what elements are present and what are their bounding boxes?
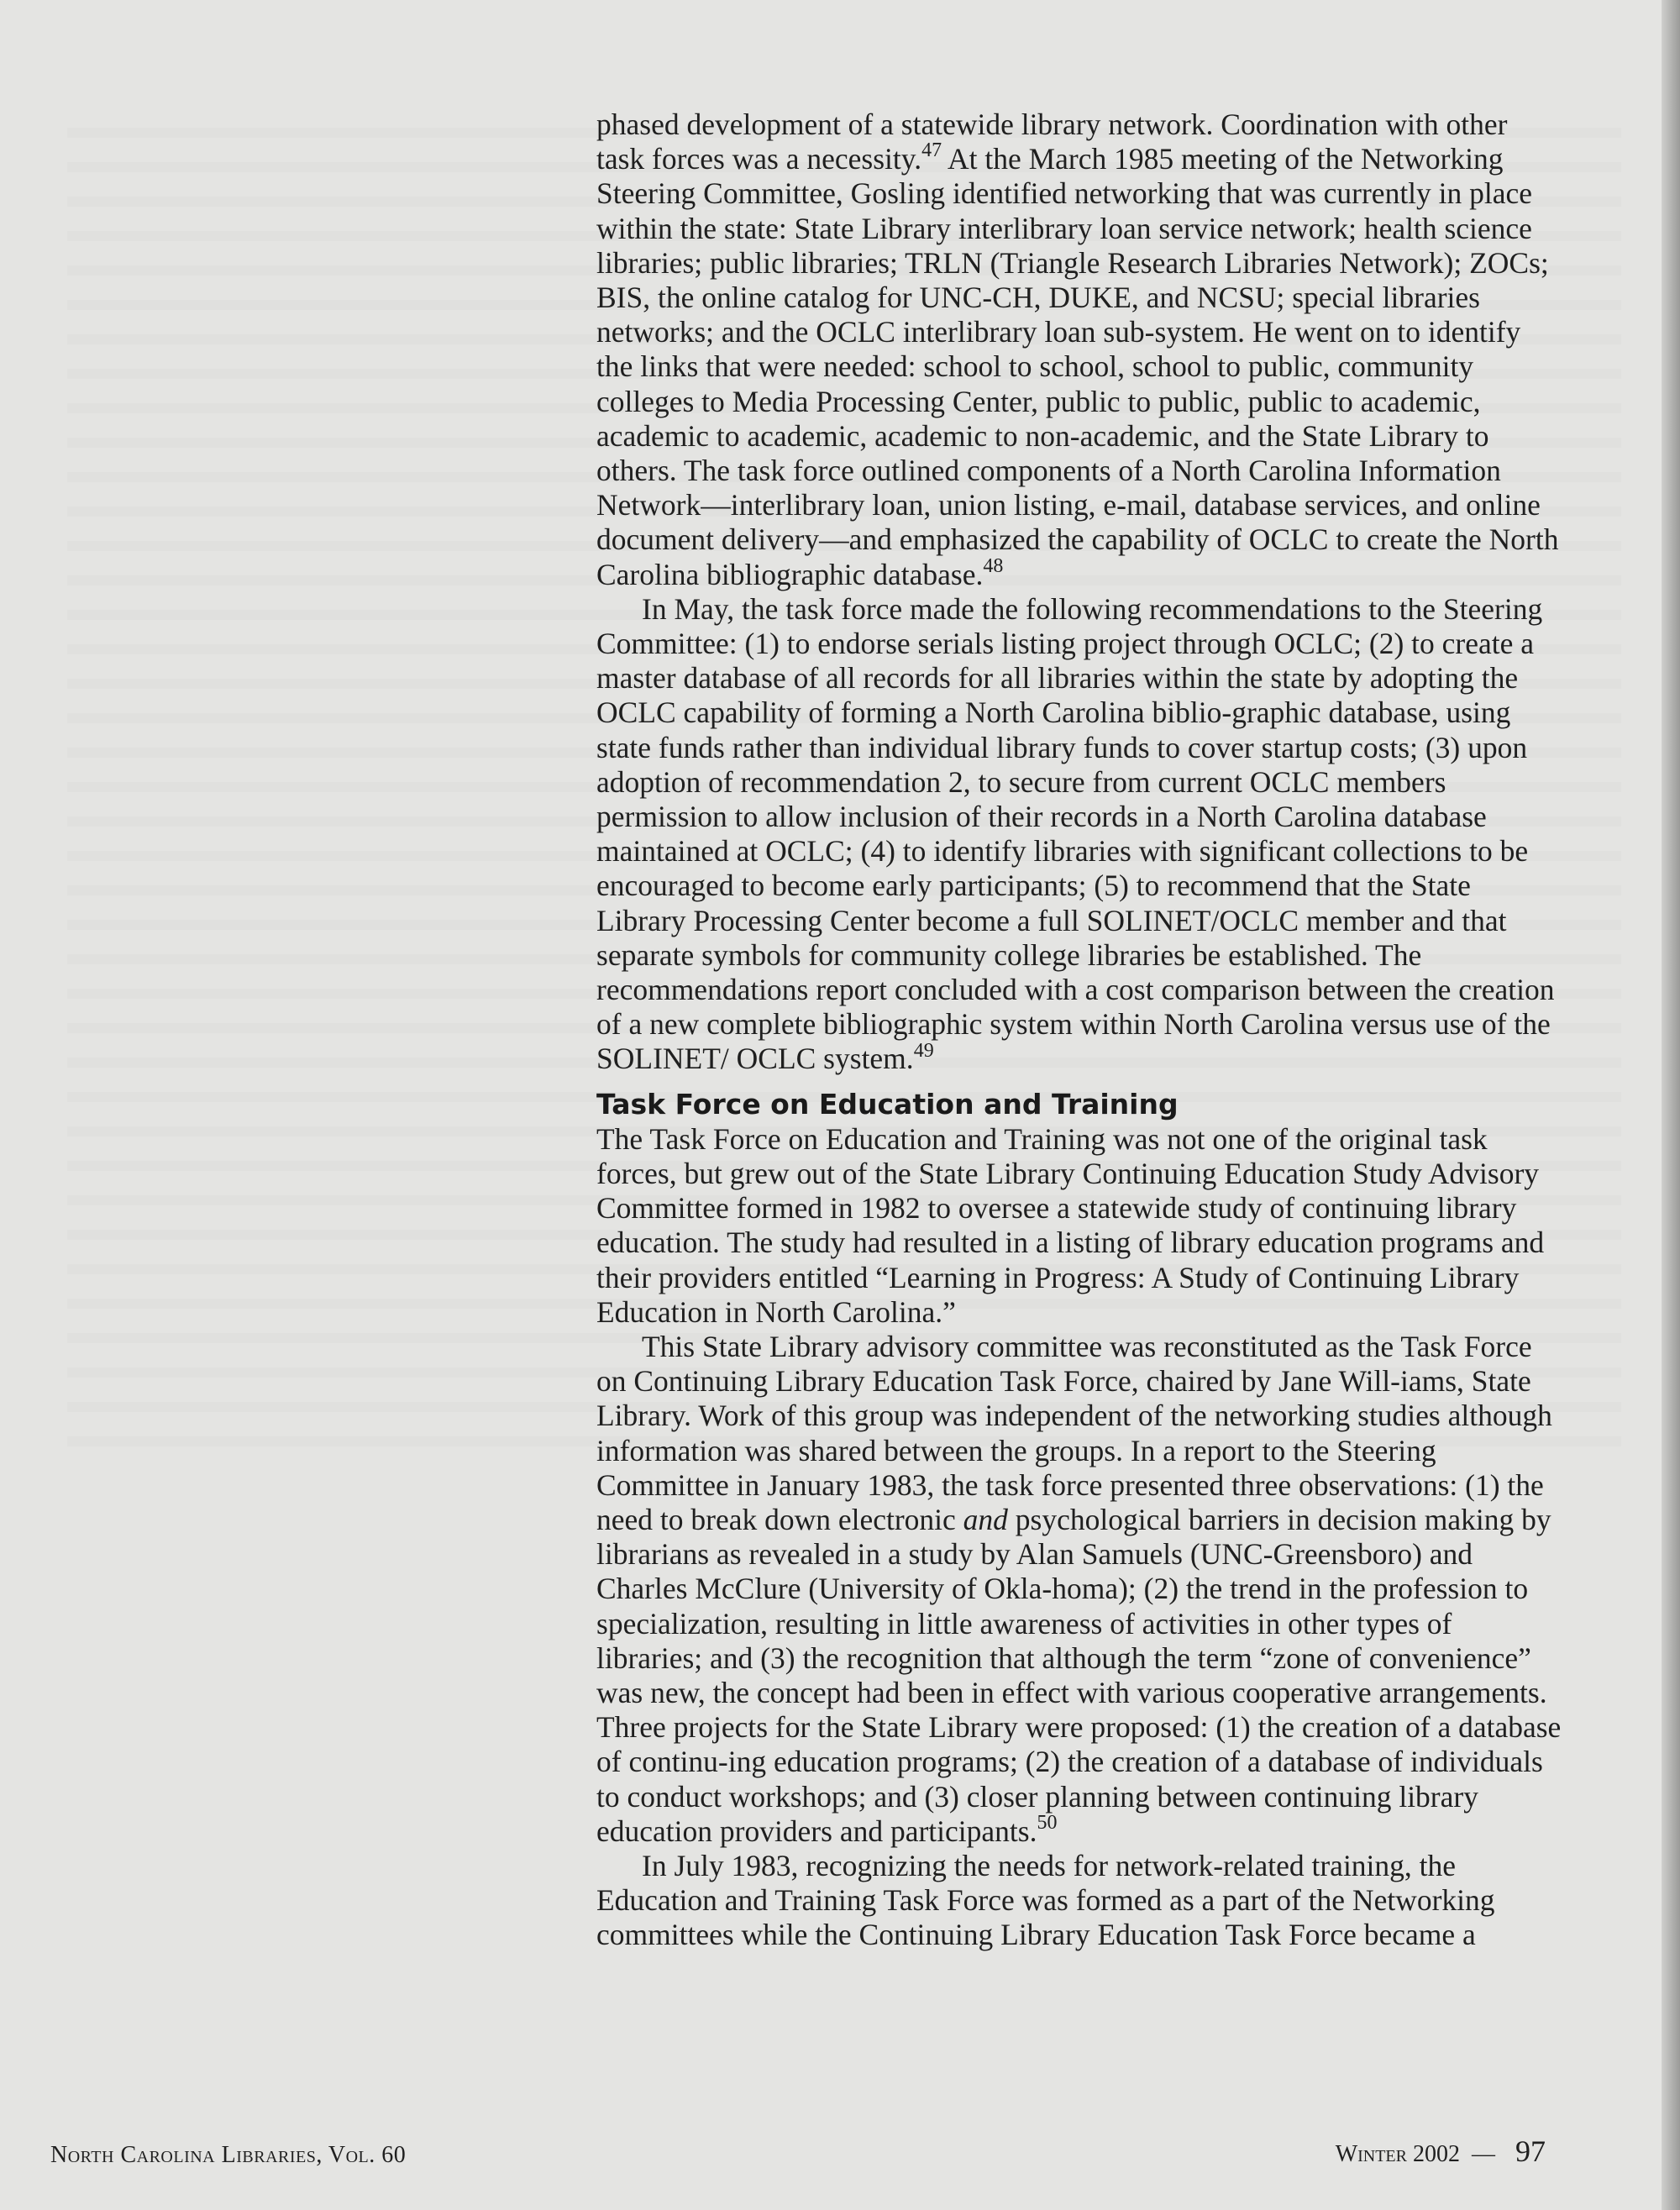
text-run: psychological barriers in decision making by librarians as revealed in a study by Alan Samuels (UNC-Greensboro) and Charles McClure (University of Okla-homa); (2) the trend in the profession to specialization, resulting in little awareness of activities in other types of libraries; and (3) the recognition that although the term “zone of convenience” was new, the concept had been in effect with various cooperative arrangements. Three projects for the State Library were proposed: (1) the creation of a database of continu-ing education programs; (2) the creation of a database of individuals to conduct workshops; and (3) closer planning between continuing library education providers and participants.: [596, 1502, 1562, 1848]
emphasis: and: [963, 1502, 1008, 1536]
issue-season: Winter 2002: [1335, 2141, 1460, 2167]
footnote-ref: 49: [913, 1039, 934, 1062]
text-run: At the March 1985 meeting of the Networking Steering Committee, Gosling identified networking that was currently in place within the state: State Library interlibrary loan service network; health science libraries; public libraries; TRLN (Triangle Research Libraries Network); ZOCs; BIS, the online catalog for UNC-CH, DUKE, and NCSU; special libraries networks; and the OCLC interlibrary loan sub-system. He went on to identify the links that were needed: school to school, school to public, community colleges to Media Processing Center, public to public, public to academic, academic to academic, academic to non-academic, and the State Library to others. The task force outlined components of a North Carolina Information Network—interlibrary loan, union listing, e-mail, database services, and online document delivery—and emphasized the capability of OCLC to create the North Carolina bibliographic database.: [596, 142, 1559, 591]
text-run: This State Library advisory committee was reconstituted as the Task Force on Continuing Library Education Task Force, chaired by Jane Will-iams, State Library. Work of this group was independent of the networking studies although information was shared between the groups. In a report to the Steering Committee in January 1983, the task force presented three observations: (1) the need to break down electronic: [596, 1329, 1552, 1536]
paragraph: [596, 1122, 1562, 1330]
article-body: [596, 108, 1562, 1953]
page-edge-shadow: [1662, 0, 1680, 2210]
text-run: In July 1983, recognizing the needs for network-related training, the Education and Training Task Force was formed as a part of the Networking committees while the Continuing Library Education Task Force became a: [596, 1848, 1495, 1952]
footer-separator: —: [1472, 2141, 1495, 2167]
text-run: phased development of a statewide library network. Coordination with other task forces was a necessity.: [596, 108, 1508, 176]
paragraph: [596, 592, 1562, 1077]
article-section-1: [596, 108, 1562, 1077]
footnote-ref: 50: [1037, 1811, 1058, 1834]
article-section-2: [596, 1122, 1562, 1953]
section-heading: Task Force on Education and Training: [596, 1087, 1179, 1121]
footnote-ref: 47: [921, 139, 942, 162]
page-number: 97: [1515, 2134, 1546, 2168]
paragraph: [596, 1849, 1562, 1953]
text-run: In May, the task force made the following recommendations to the Steering Committee: (1) to endorse serials listing project through OCLC; (2) to create a master database of all records for all libraries within the state by adopting the OCLC capability of forming a North Carolina biblio-graphic database, using state funds rather than individual library funds to cover startup costs; (3) upon adoption of recommendation 2, to secure from current OCLC members permission to allow inclusion of their records in a North Carolina database maintained at OCLC; (4) to identify libraries with significant collections to be encouraged to become early participants; (5) to recommend that the State Library Processing Center become a full SOLINET/OCLC member and that separate symbols for community college libraries be established. The recommendations report concluded with a cost comparison between the creation of a new complete bibliographic system within North Carolina versus use of the SOLINET/ OCLC system.: [596, 591, 1555, 1076]
paragraph: [596, 108, 1562, 592]
paragraph: [596, 1330, 1562, 1849]
footnote-ref: 48: [983, 554, 1004, 577]
issue-and-page: [1336, 2134, 1546, 2169]
journal-title: North Carolina Libraries, Vol. 60: [50, 2142, 407, 2168]
text-run: The Task Force on Education and Training was not one of the original task forces, but grew out of the State Library Continuing Education Study Advisory Committee formed in 1982 to oversee a statewide study of continuing library education. The study had resulted in a listing of library education programs and their providers entitled “Learning in Progress: A Study of Continuing Library Education in North Carolina.”: [596, 1121, 1545, 1329]
